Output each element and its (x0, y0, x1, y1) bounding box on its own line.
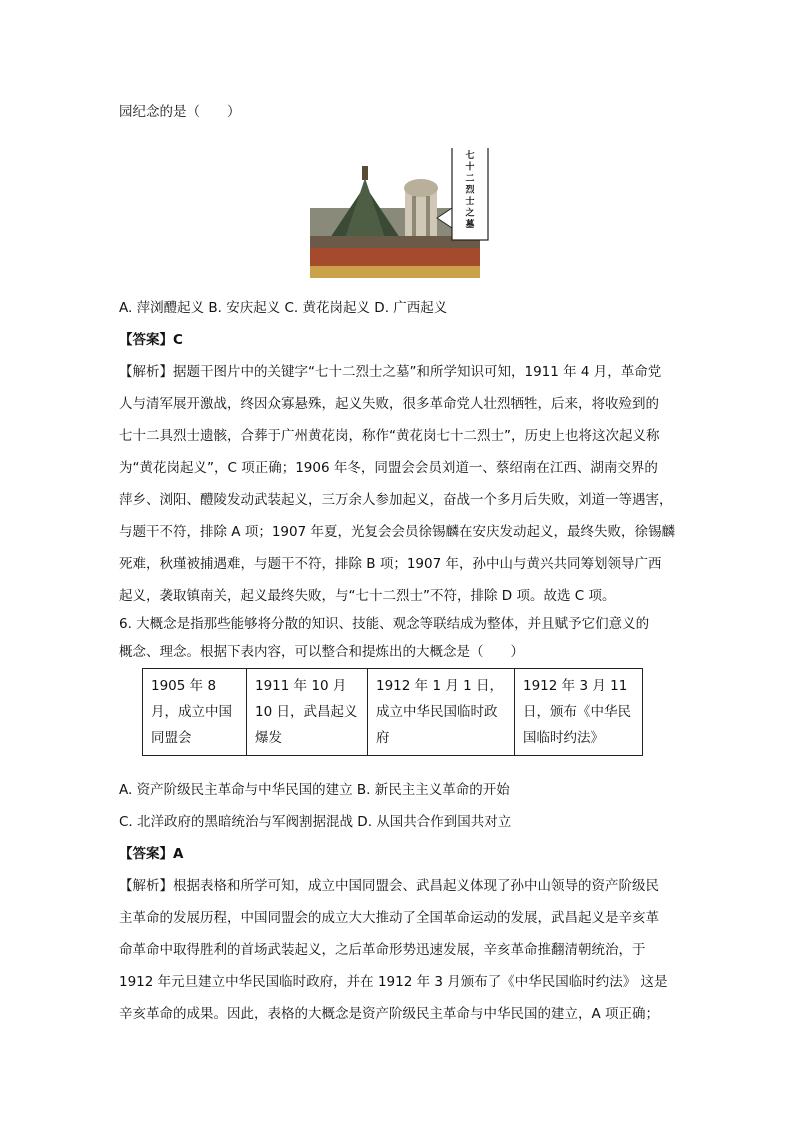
events-table (142, 668, 643, 756)
explanation-line: 与题干不符，排除 A 项；1907 年夏，光复会会员徐锡麟在安庆发动起义，最终失败，徐锡麟 (119, 524, 675, 540)
memorial-photo (300, 148, 490, 278)
question-6-stem-line: 6. 大概念是指那些能够将分散的知识、技能、观念等联结成为整体，并且赋予它们意义的 (119, 616, 650, 632)
question-5-options: A. 萍浏醴起义 B. 安庆起义 C. 黄花岗起义 D. 广西起义 (119, 300, 448, 316)
question-6-stem-line: 概念、理念。根据下表内容，可以整合和提炼出的大概念是（ ） (119, 644, 524, 660)
explanation-line: 七十二具烈士遗骸，合葬于广州黄花岗，称作“黄花岗七十二烈士”，历史上也将这次起义称 (119, 428, 660, 444)
question-5-stem-tail: 园纪念的是（ ） (119, 104, 241, 120)
explanation-line: 【解析】根据表格和所学可知，成立中国同盟会、武昌起义体现了孙中山领导的资产阶级民 (119, 878, 659, 894)
table-cell: 1911 年 10 月 10 日，武昌起义爆发 (247, 669, 368, 756)
explanation-line: 辛亥革命的成果。因此，表格的大概念是资产阶级民主革命与中华民国的建立，A 项正确； (119, 1006, 660, 1022)
explanation-line: 为“黄花岗起义”，C 项正确；1906 年冬，同盟会会员刘道一、蔡绍南在江西、湖南交界的 (119, 460, 658, 476)
table-row (143, 669, 643, 756)
table-cell: 1905 年 8 月，成立中国同盟会 (143, 669, 247, 756)
explanation-line: 起义，袭取镇南关，起义最终失败，与“七十二烈士”不符，排除 D 项。故选 C 项。 (119, 588, 616, 604)
question-6-answer: 【答案】A (119, 846, 184, 862)
question-6-option-line: C. 北洋政府的黑暗统治与军阀割据混战 D. 从国共合作到国共对立 (119, 814, 512, 830)
question-5-answer: 【答案】C (119, 332, 183, 348)
explanation-line: 死难，秋瑾被捕遇难，与题干不符，排除 B 项；1907 年，孙中山与黄兴共同筹划领导广西 (119, 556, 662, 572)
explanation-line: 萍乡、浏阳、醴陵发动武装起义，三万余人参加起义，奋战一个多月后失败，刘道一等遇害， (119, 492, 673, 508)
explanation-line: 【解析】据题干图片中的关键字“七十二烈士之墓”和所学知识可知，1911 年 4 月，革命党 (119, 364, 662, 380)
explanation-line: 1912 年元旦建立中华民国临时政府，并在 1912 年 3 月颁布了《中华民国临时约法》 这是 (119, 974, 668, 990)
table-cell: 1912 年 1 月 1 日，成立中华民国临时政府 (368, 669, 515, 756)
explanation-line: 命革命中取得胜利的首场武装起义，之后革命形势迅速发展，辛亥革命推翻清朝统治，于 (119, 942, 646, 958)
memorial-caption: 七十二烈士之墓 (465, 151, 475, 230)
table-cell: 1912 年 3 月 11 日，颁布《中华民国临时约法》 (515, 669, 643, 756)
explanation-line: 主革命的发展历程，中国同盟会的成立大大推动了全国革命运动的发展，武昌起义是辛亥革 (119, 910, 659, 926)
explanation-line: 人与清军展开激战，终因众寡悬殊，起义失败，很多革命党人壮烈牺牲，后来，将收殓到的 (119, 396, 659, 412)
question-6-option-line: A. 资产阶级民主革命与中华民国的建立 B. 新民主主义革命的开始 (119, 782, 510, 798)
